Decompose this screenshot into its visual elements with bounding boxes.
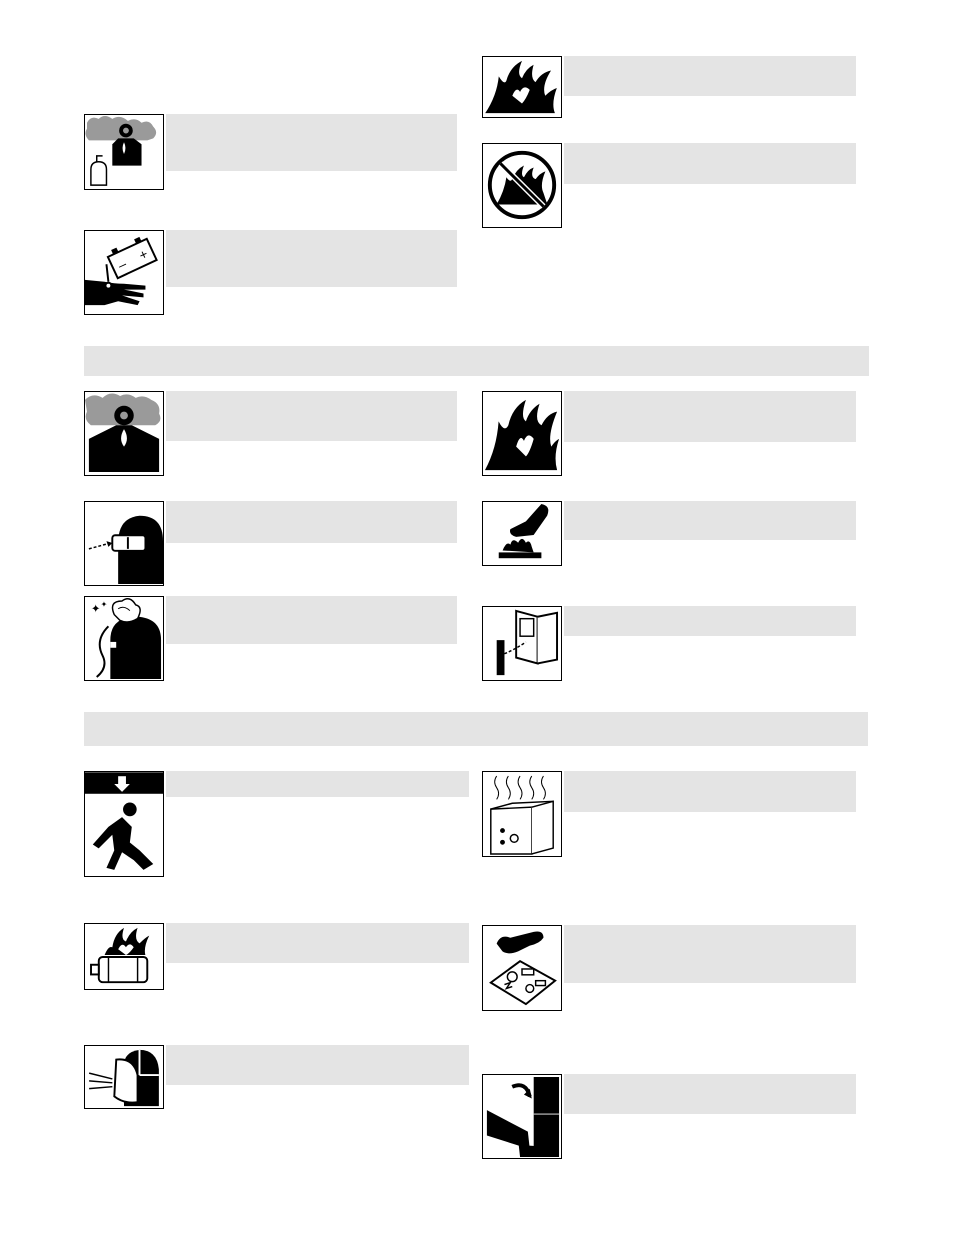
header-bar	[166, 501, 457, 543]
hot-parts-hand-icon	[482, 501, 562, 566]
header-bar	[564, 501, 856, 540]
header-bar	[166, 596, 457, 644]
arc-rays-eye-icon	[84, 501, 164, 586]
overheating-unit-icon	[482, 771, 562, 857]
fumes-breathing-icon	[84, 391, 164, 476]
svg-text:✦: ✦	[90, 602, 101, 616]
svg-text:–: –	[115, 256, 129, 274]
header-bar	[166, 391, 457, 441]
engine-fire-icon	[84, 923, 164, 990]
header-bar	[564, 771, 856, 812]
header-bar	[564, 925, 856, 983]
flames-fire-icon	[482, 391, 562, 476]
no-open-flames-icon	[482, 143, 562, 228]
header-bar	[564, 606, 856, 636]
static-electricity-board-icon	[482, 925, 562, 1011]
header-bar	[166, 923, 469, 963]
header-bar	[564, 143, 856, 184]
header-bar	[564, 56, 856, 96]
noise-head-icon	[84, 596, 164, 681]
svg-text:✦: ✦	[100, 599, 108, 609]
toxic-fumes-cylinder-icon	[84, 114, 164, 190]
moving-parts-boot-icon	[482, 1074, 562, 1159]
read-manual-icon	[482, 606, 562, 681]
header-bar	[166, 771, 469, 797]
section-header-bar	[84, 712, 868, 746]
header-bar	[564, 1074, 856, 1114]
svg-text:+: +	[136, 246, 151, 264]
section-header-bar	[84, 346, 869, 376]
header-bar	[166, 230, 457, 287]
flying-metal-face-shield-icon	[84, 1045, 164, 1109]
header-bar	[166, 1045, 469, 1085]
header-bar	[564, 391, 856, 442]
falling-equipment-icon	[84, 771, 164, 877]
header-bar	[166, 114, 457, 171]
battery-acid-hand-icon	[84, 230, 164, 315]
flames-icon	[482, 56, 562, 118]
